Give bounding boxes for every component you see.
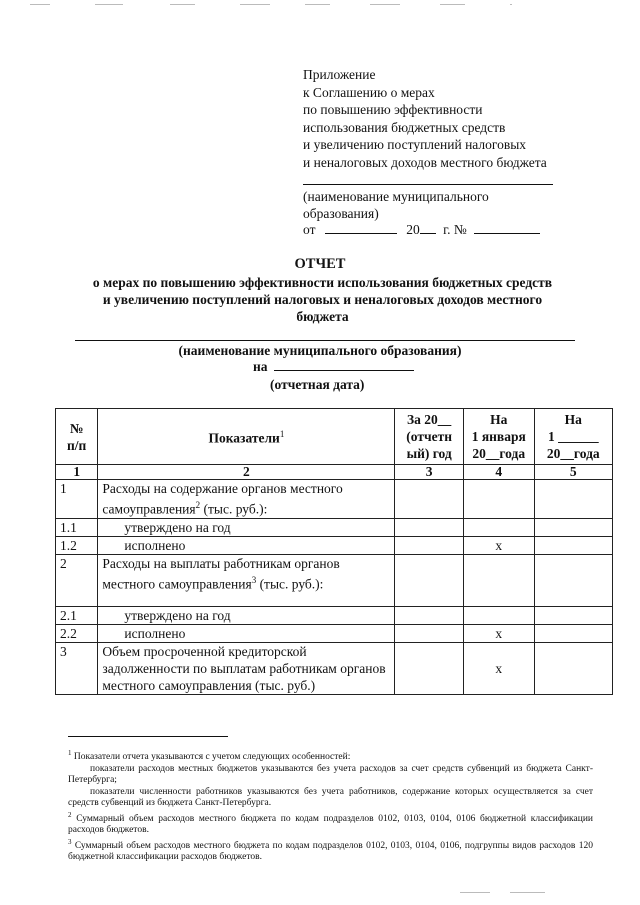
header-jan1: На 1 января 20__года	[463, 409, 534, 465]
header-num: № п/п	[56, 409, 98, 465]
table-row: 1.1 утверждено на год	[56, 518, 613, 536]
report-date-line: на	[253, 358, 414, 375]
number-blank	[474, 221, 540, 234]
year-blank	[420, 221, 436, 234]
footnote-2: $^2$ Суммарный объем расходов местного бюджета по кодам подразделов 0102, 0103, 0104, 0106 бюджетной классификации расходов бюджетов.	[68, 810, 594, 836]
municipality-caption: (наименование муниципального образования)	[303, 189, 489, 221]
column-number-row: 1 2 3 4 5	[56, 465, 613, 480]
appendix-line: и увеличению поступлений налоговых	[303, 137, 527, 152]
municipality-name-line	[303, 184, 553, 185]
footnote-3: $^3$ Суммарный объем расходов местного бюджета по кодам подразделов 0102, 0103, 0104, 0106, подгруппы видов расходов 120 бюджетной классификации расходов бюджетов.	[68, 837, 593, 863]
footnotes	[68, 748, 593, 864]
footnote-1a: показатели расходов местных бюджетов указываются без учета расходов за счет средств субвенций из бюджета Санкт-Петербурга;	[68, 763, 593, 786]
scan-top-edge	[0, 4, 640, 14]
header-year: За 20__ (отчетн ый) год	[395, 409, 463, 465]
footnote-1: $^1$ Показатели отчета указываются с учетом следующих особенностей:	[68, 749, 351, 763]
report-subtitle: о мерах по повышению эффективности использования бюджетных средств и увеличению поступлений налоговых и неналоговых доходов местного бюджета	[92, 275, 553, 324]
agreement-date-line: от 20 г. №	[303, 221, 540, 238]
date-blank	[325, 221, 397, 234]
municipality-name-rule	[75, 340, 575, 341]
table-row: 2.1 утверждено на год	[56, 606, 613, 624]
scan-bottom-edge	[0, 892, 640, 900]
appendix-line: и неналоговых доходов местного бюджета	[303, 154, 547, 170]
report-date-caption: (отчетная дата)	[270, 377, 365, 392]
report-date-blank	[274, 358, 414, 371]
appendix-line: использования бюджетных средств	[303, 119, 506, 135]
table-row: 2.2 исполнено x	[56, 624, 613, 642]
header-indicators: Показатели$^1$	[98, 409, 395, 465]
appendix-line: к Соглашению о мерах	[303, 84, 435, 100]
footnote-1b: показатели численности работников указываются без учета работников, содержание которых осуществляется за счет средств субвенций из бюджета Санкт-Петербурга.	[68, 786, 593, 809]
header-date: На 1 ______ 20__года	[534, 409, 612, 465]
appendix-line: Приложение	[303, 67, 376, 82]
table-row: 2 Расходы на выплаты работникам органов местного самоуправления$^3$ (тыс. руб.):	[56, 554, 613, 606]
table-row: 1 Расходы на содержание органов местного самоуправления$^2$ (тыс. руб.):	[56, 480, 613, 519]
footnote-rule	[68, 736, 228, 737]
appendix-header	[303, 66, 603, 171]
report-title: ОТЧЕТ	[294, 256, 346, 272]
report-table	[55, 408, 613, 695]
appendix-line: по повышению эффективности	[303, 102, 483, 117]
table-row: 1.2 исполнено x	[56, 536, 613, 554]
table-row: 3 Объем просроченной кредиторской задолженности по выплатам работникам органов местного самоуправления (тыс. руб.) x	[56, 642, 613, 694]
municipality-name-caption: (наименование муниципального образования)	[178, 343, 462, 358]
